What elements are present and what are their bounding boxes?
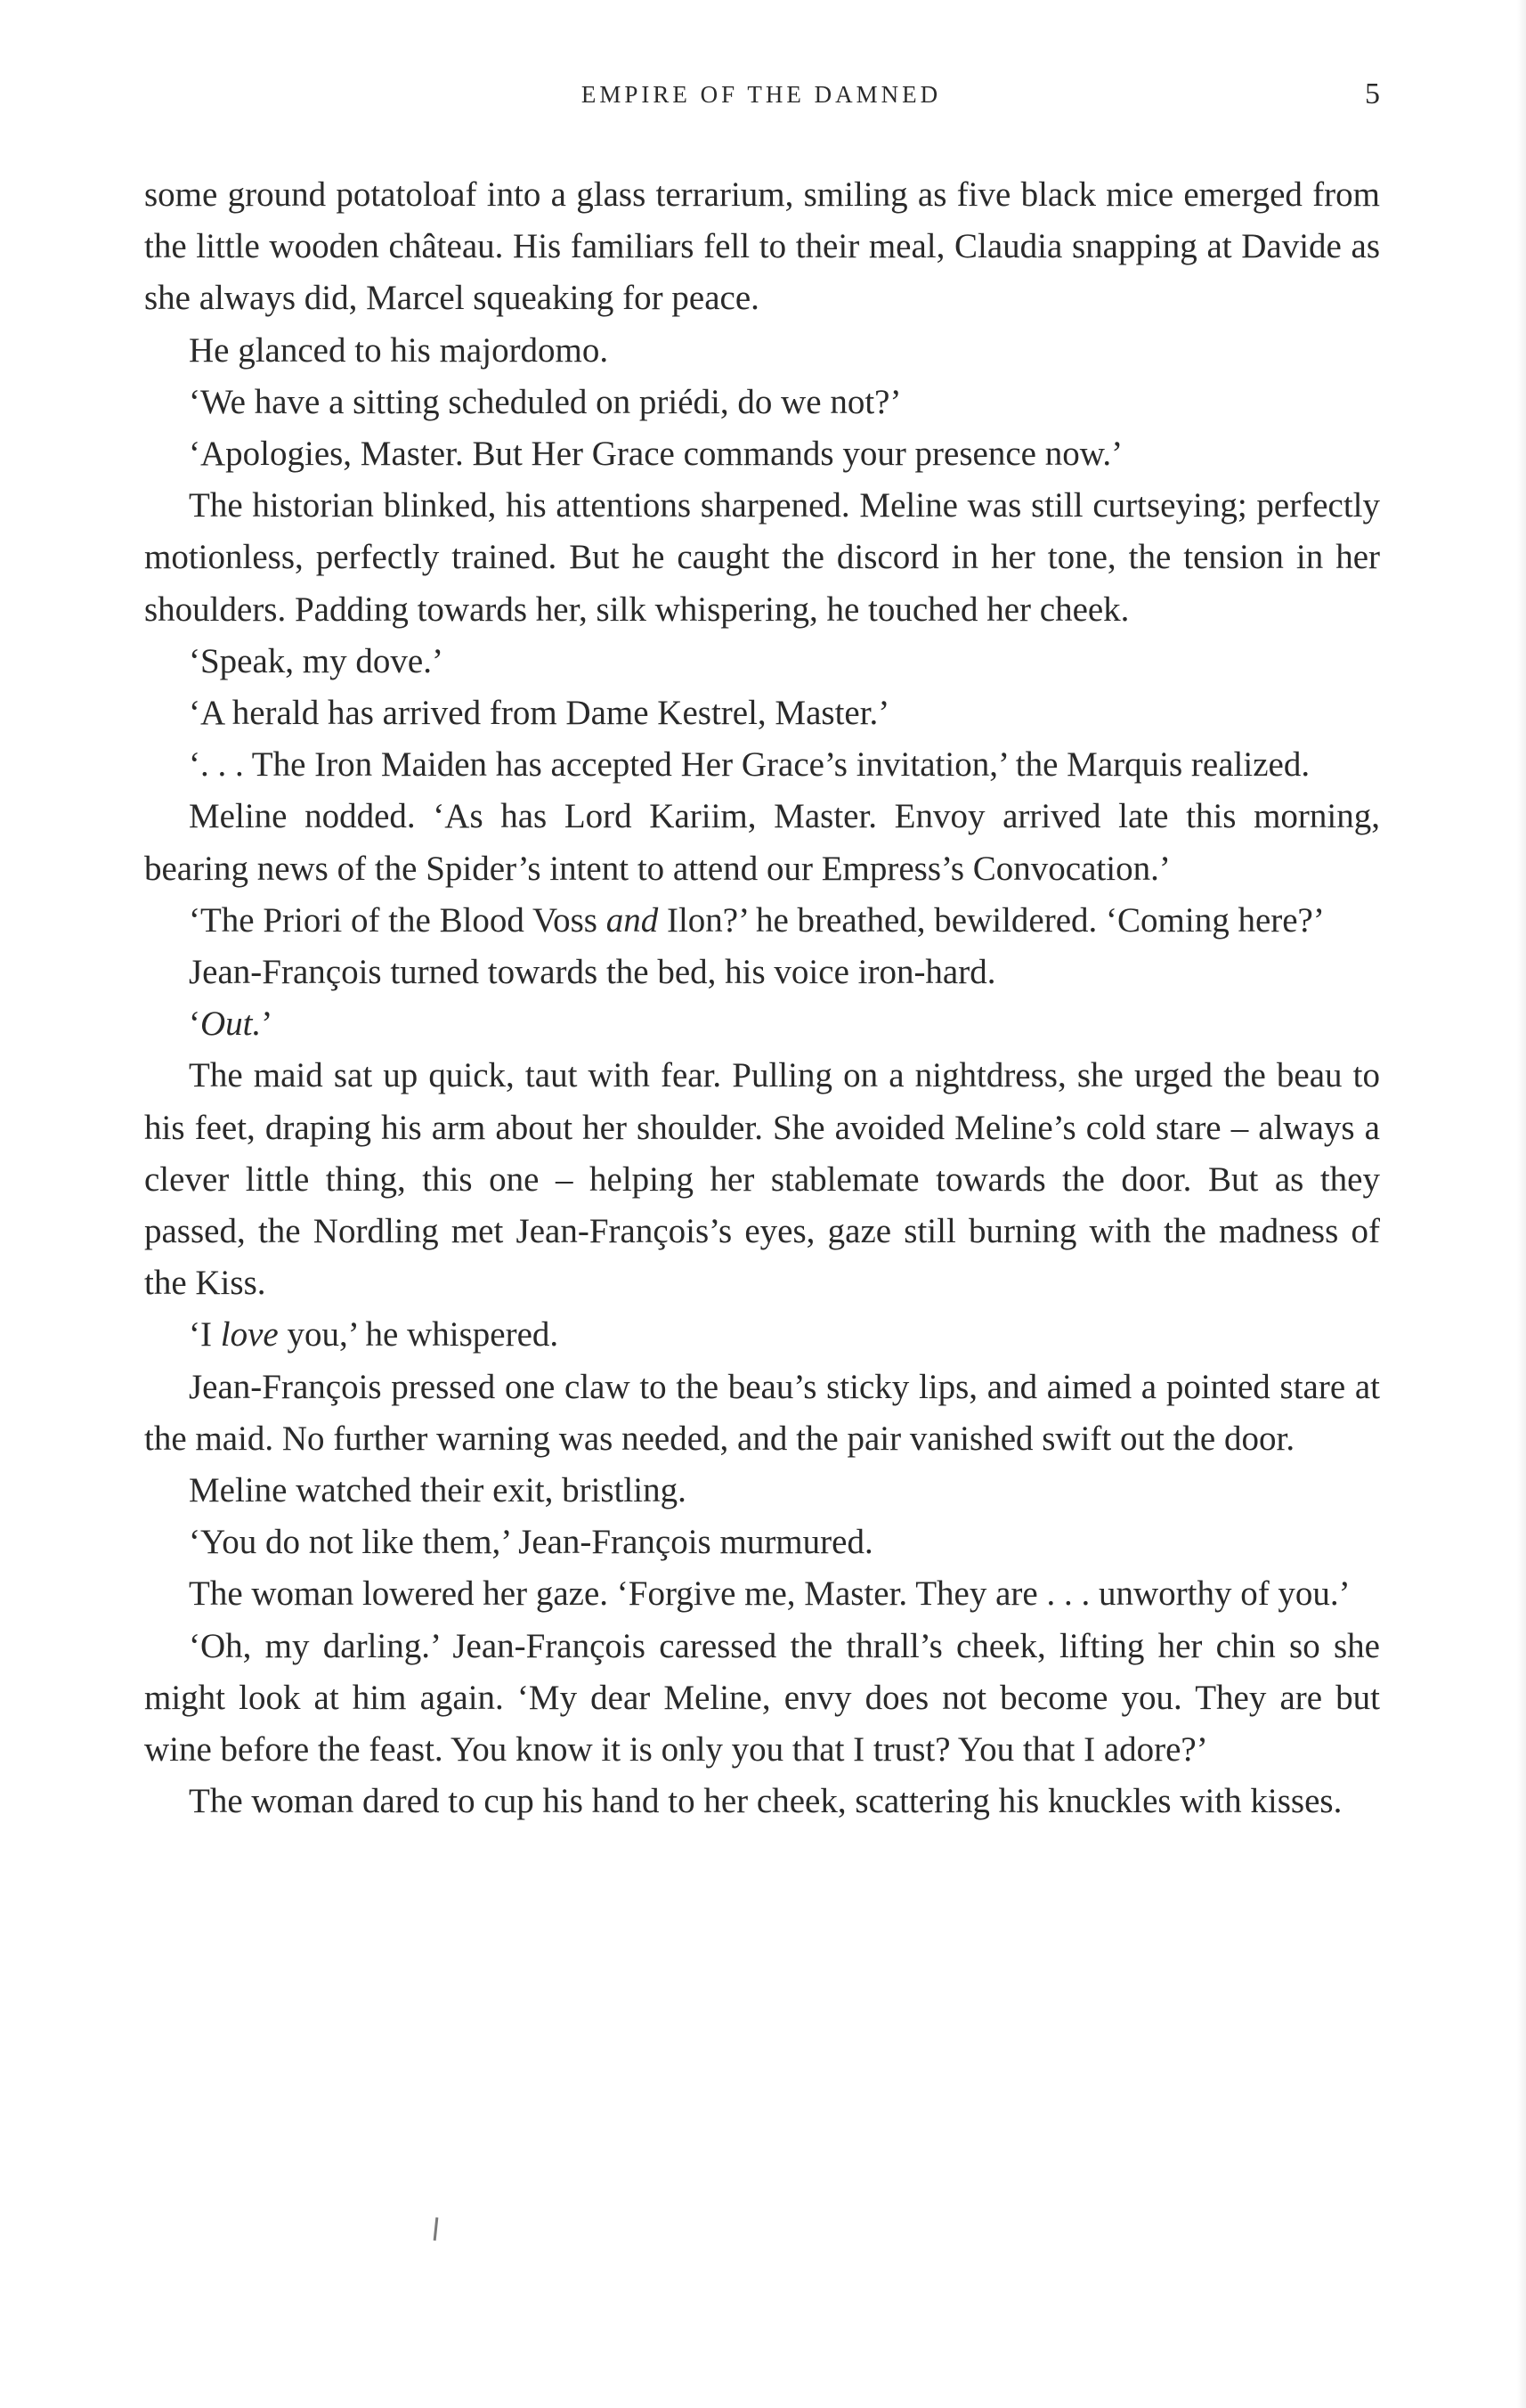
running-head: [142, 77, 1380, 112]
text-run: some ground potatoloaf into a glass terrarium, smiling as five black mice emerged from the little wooden château. His familiars fell to their meal, Claudia snapping at Davide as she always did, Marcel squeaking for peace.: [144, 175, 1380, 318]
paragraph: [144, 998, 1380, 1050]
text-run: ‘I: [189, 1315, 221, 1354]
text-run: Meline watched their exit, bristling.: [189, 1471, 686, 1510]
paragraph: [144, 325, 1380, 377]
paragraph: [144, 428, 1380, 480]
text-run: ‘: [189, 1005, 200, 1044]
paragraph: [144, 895, 1380, 947]
paragraph: [144, 1050, 1380, 1309]
italic-text: love: [220, 1315, 279, 1354]
text-run: He glanced to his majordomo.: [189, 330, 609, 370]
paragraph: [144, 1465, 1380, 1517]
running-title: EMPIRE OF THE DAMNED: [580, 81, 942, 108]
stray-pen-mark: [434, 2217, 439, 2241]
paragraph: [144, 687, 1380, 739]
text-run: Jean-François pressed one claw to the beau’s sticky lips, and aimed a pointed stare at the maid. No further warning was needed, and the pair vanished swift out the door.: [144, 1367, 1380, 1458]
paragraph: [144, 1517, 1380, 1568]
text-run: ‘Speak, my dove.’: [189, 641, 443, 680]
paragraph: [144, 791, 1380, 894]
text-run: The woman dared to cup his hand to her cheek, scattering his knuckles with kisses.: [189, 1782, 1343, 1821]
text-run: ‘You do not like them,’ Jean-François murmured.: [189, 1523, 873, 1562]
italic-text: Out.: [200, 1005, 262, 1044]
paragraph: [144, 1568, 1380, 1620]
text-run: ‘Apologies, Master. But Her Grace commands your presence now.’: [189, 435, 1124, 474]
text-run: The historian blinked, his attentions sharpened. Meline was still curtseying; perfectly motionless, perfectly trained. But he caught the discord in her tone, the tension in her shoulders. Padding towards her, silk whispering, he touched her cheek.: [144, 486, 1380, 629]
paragraph: [144, 1309, 1380, 1361]
paragraph: [144, 1621, 1380, 1777]
page-number: 5: [1365, 77, 1380, 110]
paragraph: [144, 636, 1380, 687]
italic-text: and: [605, 900, 659, 940]
text-run: The woman lowered her gaze. ‘Forgive me, Master. They are . . . unworthy of you.’: [189, 1574, 1351, 1614]
page-edge-shadow: [1517, 0, 1526, 2408]
paragraph: [144, 947, 1380, 998]
text-run: ‘We have a sitting scheduled on priédi, do we not?’: [189, 382, 902, 421]
paragraph: [144, 377, 1380, 428]
text-run: Ilon?’ he breathed, bewildered. ‘Coming here?’: [658, 900, 1325, 940]
paragraph: [144, 169, 1380, 325]
paragraph: [144, 480, 1380, 636]
text-run: ‘Oh, my darling.’ Jean-François caressed the thrall’s cheek, lifting her chin so she might look at him again. ‘My dear Meline, envy does not become you. They are but wine before the feast. You know it is only you that I trust? You that I adore?’: [144, 1626, 1380, 1769]
text-run: ‘A herald has arrived from Dame Kestrel, Master.’: [189, 694, 890, 733]
text-run: Jean-François turned towards the bed, his voice iron-hard.: [189, 953, 996, 992]
text-run: ‘. . . The Iron Maiden has accepted Her Grace’s invitation,’ the Marquis realized.: [189, 745, 1311, 785]
text-run: ’: [261, 1005, 273, 1044]
body-text: [144, 169, 1380, 1828]
text-run: you,’ he whispered.: [278, 1315, 559, 1354]
paragraph: [144, 1362, 1380, 1465]
paragraph: [144, 739, 1380, 791]
text-run: The maid sat up quick, taut with fear. Pulling on a nightdress, she urged the beau to his feet, draping his arm about her shoulder. She avoided Meline’s cold stare – always a clever little thing, this one – helping her stablemate towards the door. But as they passed, the Nordling met Jean-François’s eyes, gaze still burning with the madness of the Kiss.: [144, 1056, 1380, 1303]
text-run: Meline nodded. ‘As has Lord Kariim, Master. Envoy arrived late this morning, bearing news of the Spider’s intent to attend our Empress’s Convocation.’: [144, 797, 1380, 888]
text-run: ‘The Priori of the Blood Voss: [189, 900, 606, 940]
paragraph: [144, 1776, 1380, 1827]
